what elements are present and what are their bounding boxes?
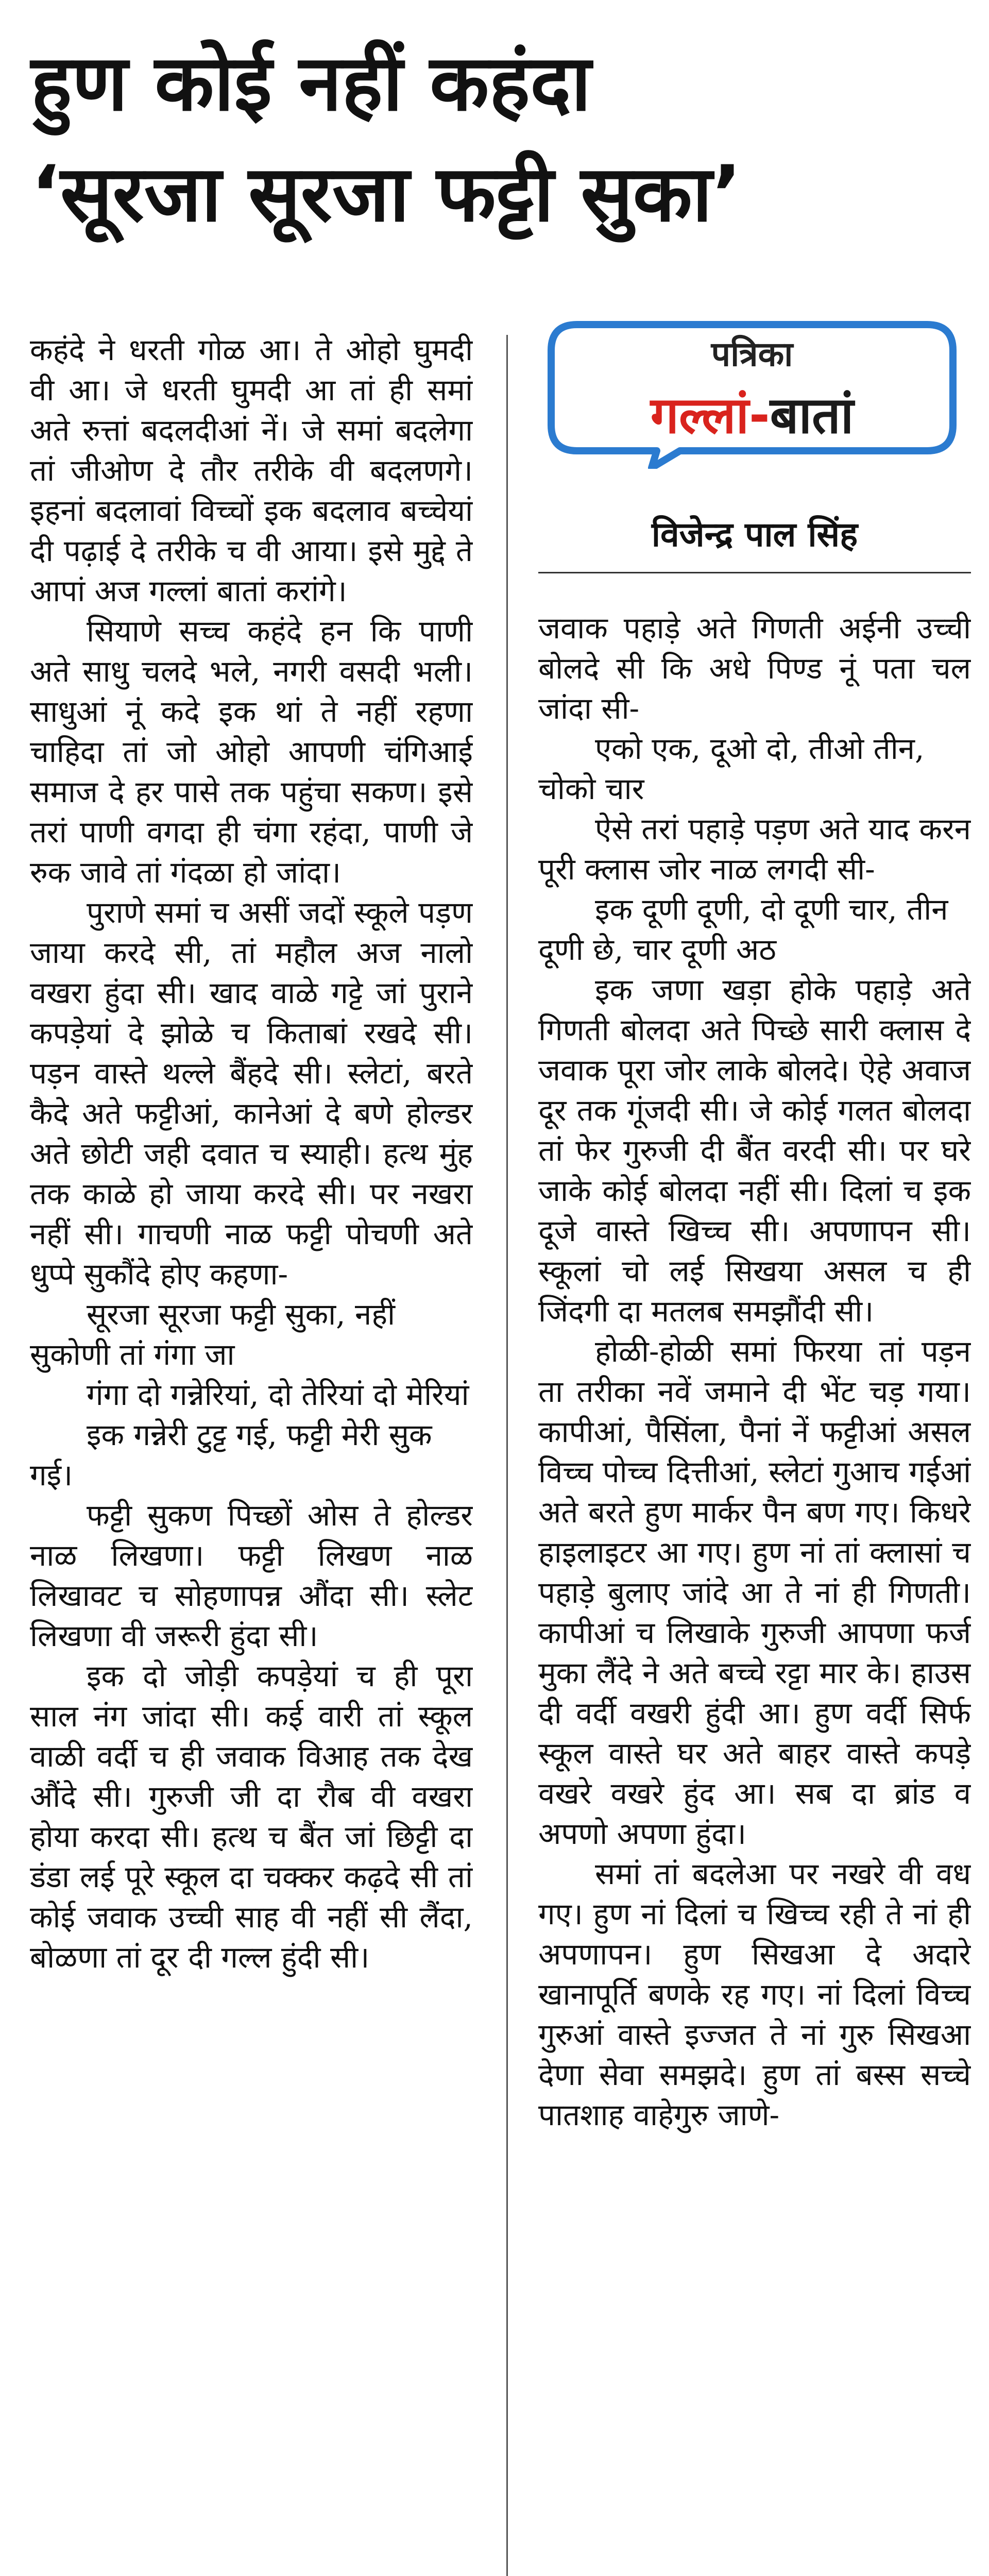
- column-logo: [541, 314, 963, 469]
- article-paragraph: जवाक पहाड़े अते गिणती अईनी उच्ची बोलदे सी कि अधे पिण्ड नूं पता चल जांदा सी-: [538, 611, 971, 726]
- headline-line-1: हुण कोई नहीं कहंदा: [31, 39, 591, 128]
- article-paragraph: गंगा दो गन्नेरियां, दो तेरियां दो मेरियां: [87, 1377, 469, 1412]
- article-paragraph: सियाणे सच्च कहंदे हन कि पाणी अते साधु चलदे भले, नगरी वसदी भली। साधुआं नूं कदे इक थां ते नहीं रहणा चाहिदा तां जो ओहो आपणी चंगिआई समाज दे हर पासे तक पहुंचा सकण। इसे तरां पाणी वगदा ही चंगा रहंदा, पाणी जे रुक जावे तां गंदळा हो जांदा।: [30, 614, 473, 890]
- article-paragraph: पुराणे समां च असीं जदों स्कूले पड़ण जाया करदे सी, तां महौल अज नालो वखरा हुंदा सी। खाद वाळे गट्टे जां पुराने कपड़ेयां दे झोळे च किताबां रखदे सी। पड़न वास्ते थल्ले बैंहदे सी। स्लेटां, बरते कैदे अते फट्टीआं, कानेआं दे बणे होल्डर अते छोटी जही दवात च स्याही। हत्थ मुंह तक काळे हो जाया करदे सी। पर नखरा नहीं सी। गाचणी नाळ फट्टी पोचणी अते धुप्पे सुकौंदे होए कहणा-: [30, 895, 473, 1292]
- logo-title-part-1: गल्लां-: [650, 386, 770, 445]
- logo-title: [541, 379, 963, 448]
- column-divider: [506, 335, 508, 2576]
- author-byline: विजेन्द्र पाल सिंह: [651, 515, 858, 554]
- article-paragraph: फट्टी सुकण पिच्छों ओस ते होल्डर नाळ लिखणा। फट्टी लिखण नाळ लिखावट च सोहणापन्न औंदा सी। स्लेट लिखणा वी जरूरी हुंदा सी।: [30, 1498, 473, 1653]
- article-left-column: [30, 330, 473, 2576]
- byline-divider: [538, 572, 971, 573]
- article-paragraph: समां तां बदलेआ पर नखरे वी वध गए। हुण नां दिलां च खिच्च रही ते नां ही अपणापन। हुण सिखआ दे अदारे खानापूर्ति बणके रह गए। नां दिलां विच्च गुरुआं वास्ते इज्जत ते नां गुरु सिखआ देणा सेवा समझदे। हुण तां बस्स सच्चे पातशाह वाहेगुरु जाणे-: [538, 1856, 971, 2132]
- article-paragraph: सूरजा सूरजा फट्टी सुका, नहीं सुकोणी तां गंगा जा: [30, 1297, 396, 1372]
- article-paragraph: कहंदे ने धरती गोळ आ। ते ओहो घुमदी वी आ। जे धरती घुमदी आ तां ही समां अते रुत्तां बदलदीआं नें। जे समां बदलेगा तां जीओण दे तौर तरीके वी बदलणगे। इहनां बदलावां विच्चों इक बदलाव बच्चेयां दी पढ़ाई दे तरीके च वी आया। इसे मुद्दे ते आपां अज गल्लां बातां करांगे।: [30, 332, 473, 608]
- headline-line-2: ‘सूरजा सूरजा फट्टी सुका’: [31, 149, 742, 239]
- logo-patrika-label: पत्रिका: [711, 334, 793, 374]
- headline: [31, 28, 958, 250]
- article-right-column: [538, 608, 971, 2576]
- article-paragraph: इक दूणी दूणी, दो दूणी चार, तीन दूणी छे, चार दूणी अठ: [538, 892, 948, 967]
- article-paragraph: इक दो जोड़ी कपड़ेयां च ही पूरा साल नंग जांदा सी। कई वारी तां स्कूल वाळी वर्दी च ही जवाक विआह तक देख औंदे सी। गुरुजी जी दा रौब वी वखरा होया करदा सी। हत्थ च बैंत जां छिट्टी दा डंडा लई पूरे स्कूल दा चक्कर कढ़दे सी तां कोई जवाक उच्ची साह वी नहीं सी लैंदा, बोळणा तां दूर दी गल्ल हुंदी सी।: [30, 1658, 473, 1975]
- article-paragraph: एको एक, दूओ दो, तीओ तीन, चोको चार: [538, 731, 925, 806]
- logo-title-part-2: बातां: [770, 386, 854, 445]
- article-paragraph: इक जणा खड़ा होके पहाड़े अते गिणती बोलदा अते पिच्छे सारी क्लास दे जवाक पूरा जोर लाके बोलदे। ऐहे अवाज दूर तक गूंजदी सी। जे कोई गलत बोलदा तां फेर गुरुजी दी बैंत वरदी सी। पर घरे जाके कोई बोलदा नहीं सी। दिलां च इक दूजे वास्ते खिच्च सी। अपणापन सी। स्कूलां चो लई सिखया असल च ही जिंदगी दा मतलब समझौंदी सी।: [538, 972, 971, 1329]
- article-paragraph: इक गन्नेरी टुट्ट गई, फट्टी मेरी सुक गई।: [30, 1417, 432, 1493]
- article-paragraph: ऐसे तरां पहाड़े पड़ण अते याद करन पूरी क्लास जोर नाळ लगदी सी-: [538, 811, 971, 887]
- article-paragraph: होळी-होळी समां फिरया तां पड़न ता तरीका नवें जमाने दी भेंट चड़ गया। कापीआं, पैसिंला, पैनां नें फट्टीआं असल विच्च पोच्च दित्तीआं, स्लेटां गुआच गईआं अते बरते हुण मार्कर पैन बण गए। किधरे हाइलाइटर आ गए। हुण नां तां क्लासां च पहाड़े बुलाए जांदे आ ते नां ही गिणती। कापीआं च लिखाके गुरुजी आपणा फर्ज मुका लैंदे ने अते बच्चे रट्टा मार के। हाउस दी वर्दी वखरी हुंदी आ। हुण वर्दी सिर्फ स्कूल वास्ते घर अते बाहर वास्ते कपड़े वखरे वखरे हुंद आ। सब दा ब्रांड व अपणो अपणा हुंदा।: [538, 1334, 971, 1851]
